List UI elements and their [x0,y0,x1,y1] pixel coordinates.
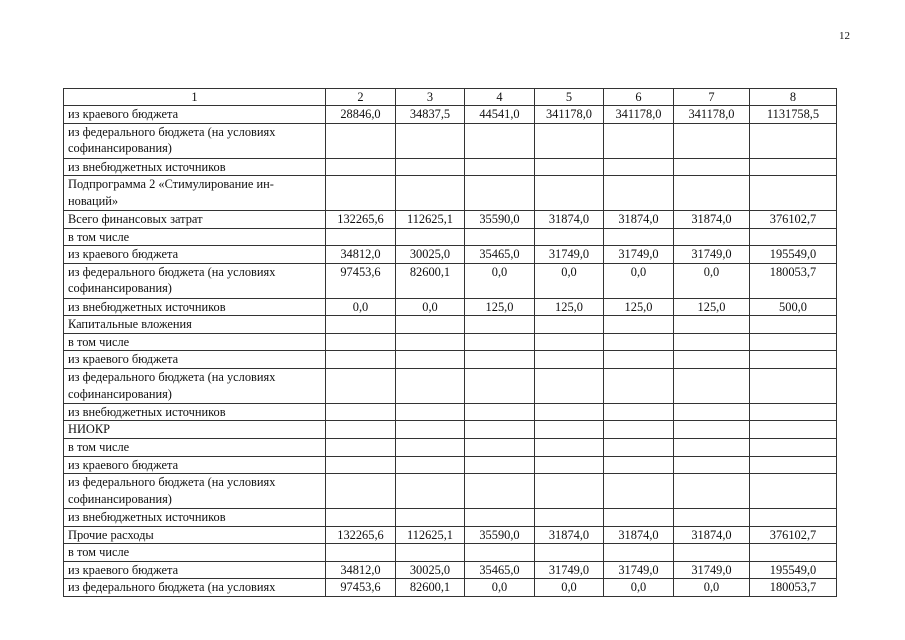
value-cell [674,123,750,158]
table-row [64,456,837,474]
value-cell: 0,0 [604,263,674,298]
row-label: в том числе [64,439,326,457]
row-label: из краевого бюджета [64,456,326,474]
row-label: из краевого бюджета [64,246,326,264]
value-cell [465,474,535,509]
row-label: из федерального бюджета (на условиях софинансирования) [64,263,326,298]
table-row [64,579,837,597]
page-number: 12 [839,30,850,42]
value-cell [750,369,837,404]
value-cell [465,316,535,334]
value-cell [326,333,396,351]
row-label: из федерального бюджета (на условиях [64,579,326,597]
table-row [64,509,837,527]
value-cell [465,403,535,421]
table-row [64,369,837,404]
value-cell [604,456,674,474]
value-cell [326,369,396,404]
column-header: 4 [465,89,535,106]
value-cell [674,316,750,334]
value-cell: 31749,0 [604,561,674,579]
value-cell [396,333,465,351]
row-label: из краевого бюджета [64,351,326,369]
value-cell [326,509,396,527]
value-cell: 34812,0 [326,246,396,264]
budget-table [63,88,837,597]
value-cell [535,456,604,474]
value-cell [674,456,750,474]
value-cell: 34837,5 [396,106,465,124]
value-cell [535,509,604,527]
value-cell: 31874,0 [674,526,750,544]
value-cell: 31749,0 [535,246,604,264]
row-label: в том числе [64,544,326,562]
value-cell [396,439,465,457]
row-label: из внебюджетных источников [64,158,326,176]
value-cell [750,474,837,509]
value-cell: 132265,6 [326,211,396,229]
value-cell [604,228,674,246]
value-cell: 500,0 [750,298,837,316]
value-cell: 1131758,5 [750,106,837,124]
value-cell [604,351,674,369]
column-header: 1 [64,89,326,106]
value-cell: 35590,0 [465,211,535,229]
value-cell [465,439,535,457]
column-header: 3 [396,89,465,106]
value-cell: 82600,1 [396,579,465,597]
row-label: из федерального бюджета (на условиях софинансирования) [64,369,326,404]
value-cell [674,176,750,211]
value-cell: 376102,7 [750,526,837,544]
value-cell: 31749,0 [674,246,750,264]
value-cell [750,351,837,369]
table-row [64,298,837,316]
value-cell [465,158,535,176]
value-cell: 34812,0 [326,561,396,579]
value-cell [604,509,674,527]
row-label: в том числе [64,333,326,351]
table-row [64,316,837,334]
value-cell [604,123,674,158]
value-cell [465,369,535,404]
value-cell: 0,0 [674,579,750,597]
value-cell [750,228,837,246]
value-cell [326,403,396,421]
row-label: из федерального бюджета (на условиях софинансирования) [64,123,326,158]
value-cell: 341178,0 [604,106,674,124]
table-row [64,561,837,579]
value-cell [396,544,465,562]
value-cell [465,176,535,211]
value-cell: 0,0 [465,579,535,597]
row-label: Прочие расходы [64,526,326,544]
value-cell [535,228,604,246]
value-cell [750,158,837,176]
table-row [64,158,837,176]
value-cell: 195549,0 [750,246,837,264]
value-cell [396,421,465,439]
value-cell: 180053,7 [750,263,837,298]
value-cell [604,403,674,421]
table-row [64,526,837,544]
value-cell: 97453,6 [326,263,396,298]
value-cell: 0,0 [604,579,674,597]
value-cell [674,439,750,457]
value-cell [750,421,837,439]
value-cell [535,544,604,562]
value-cell [604,158,674,176]
value-cell [465,351,535,369]
value-cell [535,351,604,369]
value-cell [674,158,750,176]
value-cell: 35465,0 [465,561,535,579]
value-cell [465,509,535,527]
row-label: из краевого бюджета [64,561,326,579]
value-cell [326,544,396,562]
value-cell [326,176,396,211]
value-cell [604,421,674,439]
value-cell: 0,0 [535,263,604,298]
value-cell: 31874,0 [674,211,750,229]
value-cell [535,369,604,404]
table-row [64,544,837,562]
value-cell: 31874,0 [535,526,604,544]
table-row [64,403,837,421]
table-row [64,176,837,211]
table-row [64,351,837,369]
value-cell: 28846,0 [326,106,396,124]
table-row [64,333,837,351]
value-cell [396,158,465,176]
value-cell [535,316,604,334]
row-label: из внебюджетных источников [64,403,326,421]
value-cell [535,439,604,457]
value-cell [674,421,750,439]
value-cell [396,403,465,421]
value-cell [535,176,604,211]
value-cell: 31874,0 [604,211,674,229]
column-header: 8 [750,89,837,106]
column-header: 6 [604,89,674,106]
value-cell [535,123,604,158]
table-row [64,106,837,124]
value-cell: 195549,0 [750,561,837,579]
value-cell [750,544,837,562]
value-cell: 0,0 [535,579,604,597]
value-cell [465,544,535,562]
value-cell [604,333,674,351]
value-cell: 0,0 [674,263,750,298]
value-cell [326,316,396,334]
value-cell: 125,0 [604,298,674,316]
value-cell: 341178,0 [535,106,604,124]
value-cell [674,333,750,351]
value-cell: 0,0 [465,263,535,298]
value-cell [674,369,750,404]
table-header-row [64,89,837,106]
row-label: из внебюджетных источников [64,298,326,316]
row-label: из краевого бюджета [64,106,326,124]
table-row [64,421,837,439]
value-cell [396,176,465,211]
value-cell: 31749,0 [535,561,604,579]
value-cell [674,544,750,562]
value-cell [674,228,750,246]
value-cell [674,351,750,369]
value-cell: 82600,1 [396,263,465,298]
value-cell [396,228,465,246]
value-cell: 112625,1 [396,526,465,544]
value-cell: 0,0 [326,298,396,316]
value-cell [750,316,837,334]
value-cell: 30025,0 [396,561,465,579]
value-cell: 44541,0 [465,106,535,124]
value-cell: 31749,0 [604,246,674,264]
value-cell [604,439,674,457]
value-cell [750,509,837,527]
value-cell [465,421,535,439]
row-label: Всего финансовых затрат [64,211,326,229]
value-cell [326,123,396,158]
value-cell [326,228,396,246]
value-cell [750,456,837,474]
value-cell: 376102,7 [750,211,837,229]
table-row [64,123,837,158]
row-label: в том числе [64,228,326,246]
value-cell [396,369,465,404]
value-cell: 0,0 [396,298,465,316]
value-cell [750,123,837,158]
value-cell [674,509,750,527]
value-cell [674,403,750,421]
row-label: из внебюджетных источников [64,509,326,527]
value-cell [750,333,837,351]
value-cell [326,158,396,176]
value-cell: 35465,0 [465,246,535,264]
value-cell [535,333,604,351]
table-row [64,439,837,457]
column-header: 5 [535,89,604,106]
value-cell [674,474,750,509]
table-row [64,246,837,264]
value-cell [396,351,465,369]
value-cell [535,421,604,439]
value-cell [750,403,837,421]
value-cell: 125,0 [465,298,535,316]
value-cell [750,439,837,457]
table-row [64,263,837,298]
value-cell: 31749,0 [674,561,750,579]
value-cell [396,509,465,527]
row-label: из федерального бюджета (на условиях софинансирования) [64,474,326,509]
value-cell [326,474,396,509]
value-cell: 31874,0 [535,211,604,229]
value-cell: 125,0 [674,298,750,316]
value-cell: 30025,0 [396,246,465,264]
value-cell [326,456,396,474]
value-cell [604,474,674,509]
value-cell [465,228,535,246]
table-row [64,211,837,229]
column-header: 2 [326,89,396,106]
value-cell [396,456,465,474]
value-cell [535,474,604,509]
value-cell: 97453,6 [326,579,396,597]
value-cell [750,176,837,211]
value-cell [465,456,535,474]
row-label: Капитальные вложения [64,316,326,334]
value-cell [326,351,396,369]
value-cell [396,316,465,334]
value-cell: 35590,0 [465,526,535,544]
value-cell [604,176,674,211]
value-cell: 112625,1 [396,211,465,229]
value-cell: 125,0 [535,298,604,316]
value-cell [326,439,396,457]
value-cell [535,158,604,176]
row-label: НИОКР [64,421,326,439]
column-header: 7 [674,89,750,106]
value-cell: 132265,6 [326,526,396,544]
table-row [64,474,837,509]
value-cell [326,421,396,439]
value-cell [604,316,674,334]
table-row [64,228,837,246]
value-cell [604,369,674,404]
value-cell [604,544,674,562]
value-cell: 180053,7 [750,579,837,597]
value-cell [535,403,604,421]
row-label: Подпрограмма 2 «Стимулирование ин-новаций» [64,176,326,211]
value-cell: 31874,0 [604,526,674,544]
value-cell [465,123,535,158]
value-cell [396,123,465,158]
value-cell [465,333,535,351]
value-cell [396,474,465,509]
value-cell: 341178,0 [674,106,750,124]
